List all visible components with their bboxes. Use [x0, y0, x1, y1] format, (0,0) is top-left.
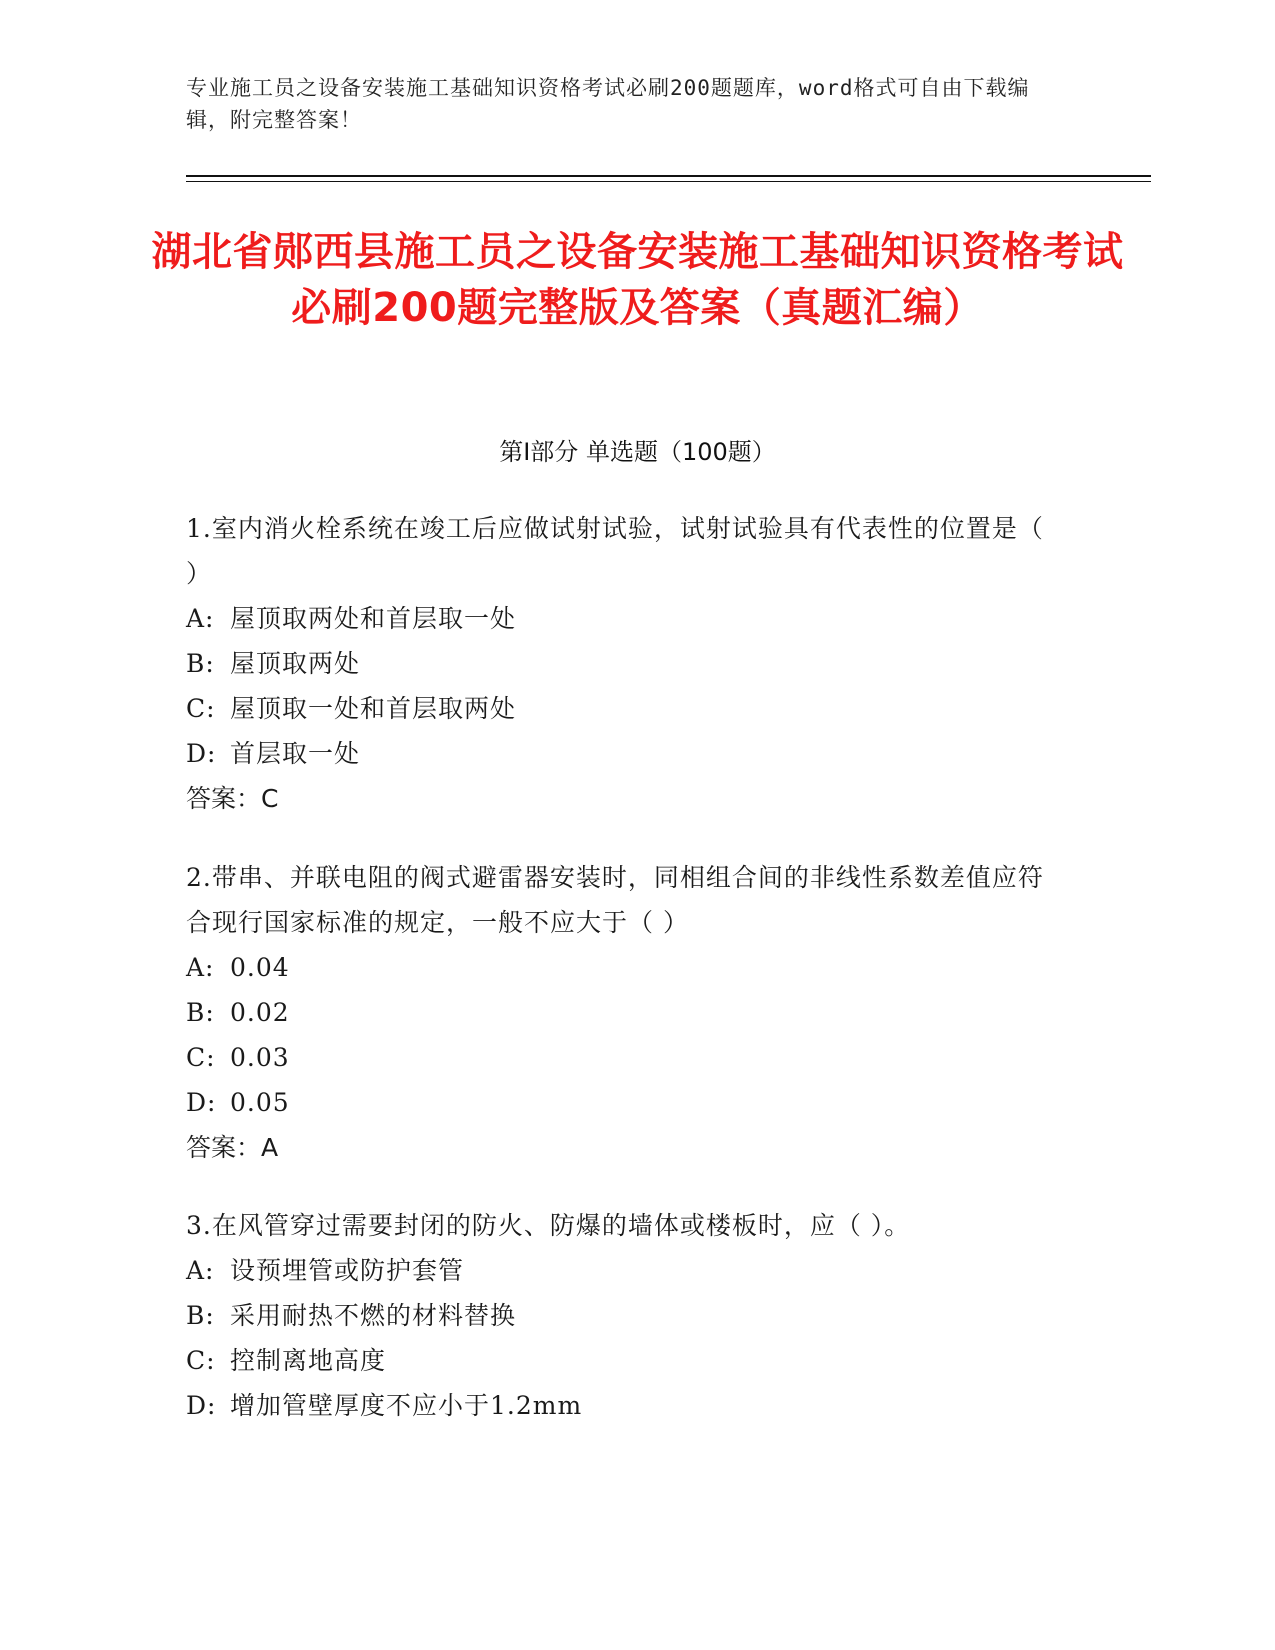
option-label: C:: [186, 1043, 216, 1072]
option-c: [186, 1338, 1066, 1383]
option-label: D:: [186, 1088, 217, 1117]
option-text: 首层取一处: [230, 739, 361, 768]
option-b: [186, 990, 1066, 1035]
option-label: B:: [186, 998, 215, 1027]
option-d: [186, 1080, 1066, 1125]
option-c: [186, 1035, 1066, 1080]
option-a: [186, 596, 1066, 641]
option-text: 增加管壁厚度不应小于1.2mm: [230, 1391, 583, 1420]
option-text: 0.05: [230, 1088, 290, 1117]
option-label: D:: [186, 739, 217, 768]
option-label: C:: [186, 1346, 216, 1375]
option-text: 0.04: [230, 953, 290, 982]
option-text: 控制离地高度: [230, 1346, 387, 1375]
option-a: [186, 1248, 1066, 1293]
answer: 答案：A: [186, 1133, 279, 1162]
document-title: 湖北省郧西县施工员之设备安装施工基础知识资格考试必刷200题完整版及答案（真题汇编）: [151, 229, 1124, 331]
header-note: 专业施工员之设备安装施工基础知识资格考试必刷200题题库，word格式可自由下载编辑，附完整答案！: [186, 76, 1030, 132]
option-text: 屋顶取两处和首层取一处: [230, 604, 517, 633]
answer: 答案：C: [186, 784, 279, 813]
option-label: A:: [186, 1256, 215, 1285]
question-stem: 2.带串、并联电阻的阀式避雷器安装时，同相组合间的非线性系数差值应符合现行国家标准的规定，一般不应大于（ ）: [186, 863, 1044, 937]
option-d: [186, 731, 1066, 776]
option-text: 0.03: [230, 1043, 290, 1072]
header-divider: [186, 175, 1151, 177]
option-d: [186, 1383, 1066, 1428]
question-3: [186, 1203, 1066, 1428]
option-a: [186, 945, 1066, 990]
option-label: B:: [186, 649, 215, 678]
question-2: [186, 855, 1066, 1170]
option-label: C:: [186, 694, 216, 723]
question-1: [186, 506, 1066, 821]
question-stem: 1.室内消火栓系统在竣工后应做试射试验，试射试验具有代表性的位置是（ ）: [186, 514, 1044, 588]
option-c: [186, 686, 1066, 731]
option-text: 屋顶取两处: [230, 649, 361, 678]
option-text: 0.02: [230, 998, 290, 1027]
option-label: A:: [186, 604, 215, 633]
option-text: 设预埋管或防护套管: [230, 1256, 465, 1285]
option-b: [186, 1293, 1066, 1338]
section-title: 第Ⅰ部分 单选题（100题）: [499, 438, 776, 466]
option-label: A:: [186, 953, 215, 982]
option-label: B:: [186, 1301, 215, 1330]
option-text: 采用耐热不燃的材料替换: [230, 1301, 517, 1330]
header-divider-thin: [186, 181, 1151, 182]
question-stem: 3.在风管穿过需要封闭的防火、防爆的墙体或楼板时，应（ ）。: [186, 1211, 911, 1240]
option-b: [186, 641, 1066, 686]
option-text: 屋顶取一处和首层取两处: [230, 694, 517, 723]
option-label: D:: [186, 1391, 217, 1420]
